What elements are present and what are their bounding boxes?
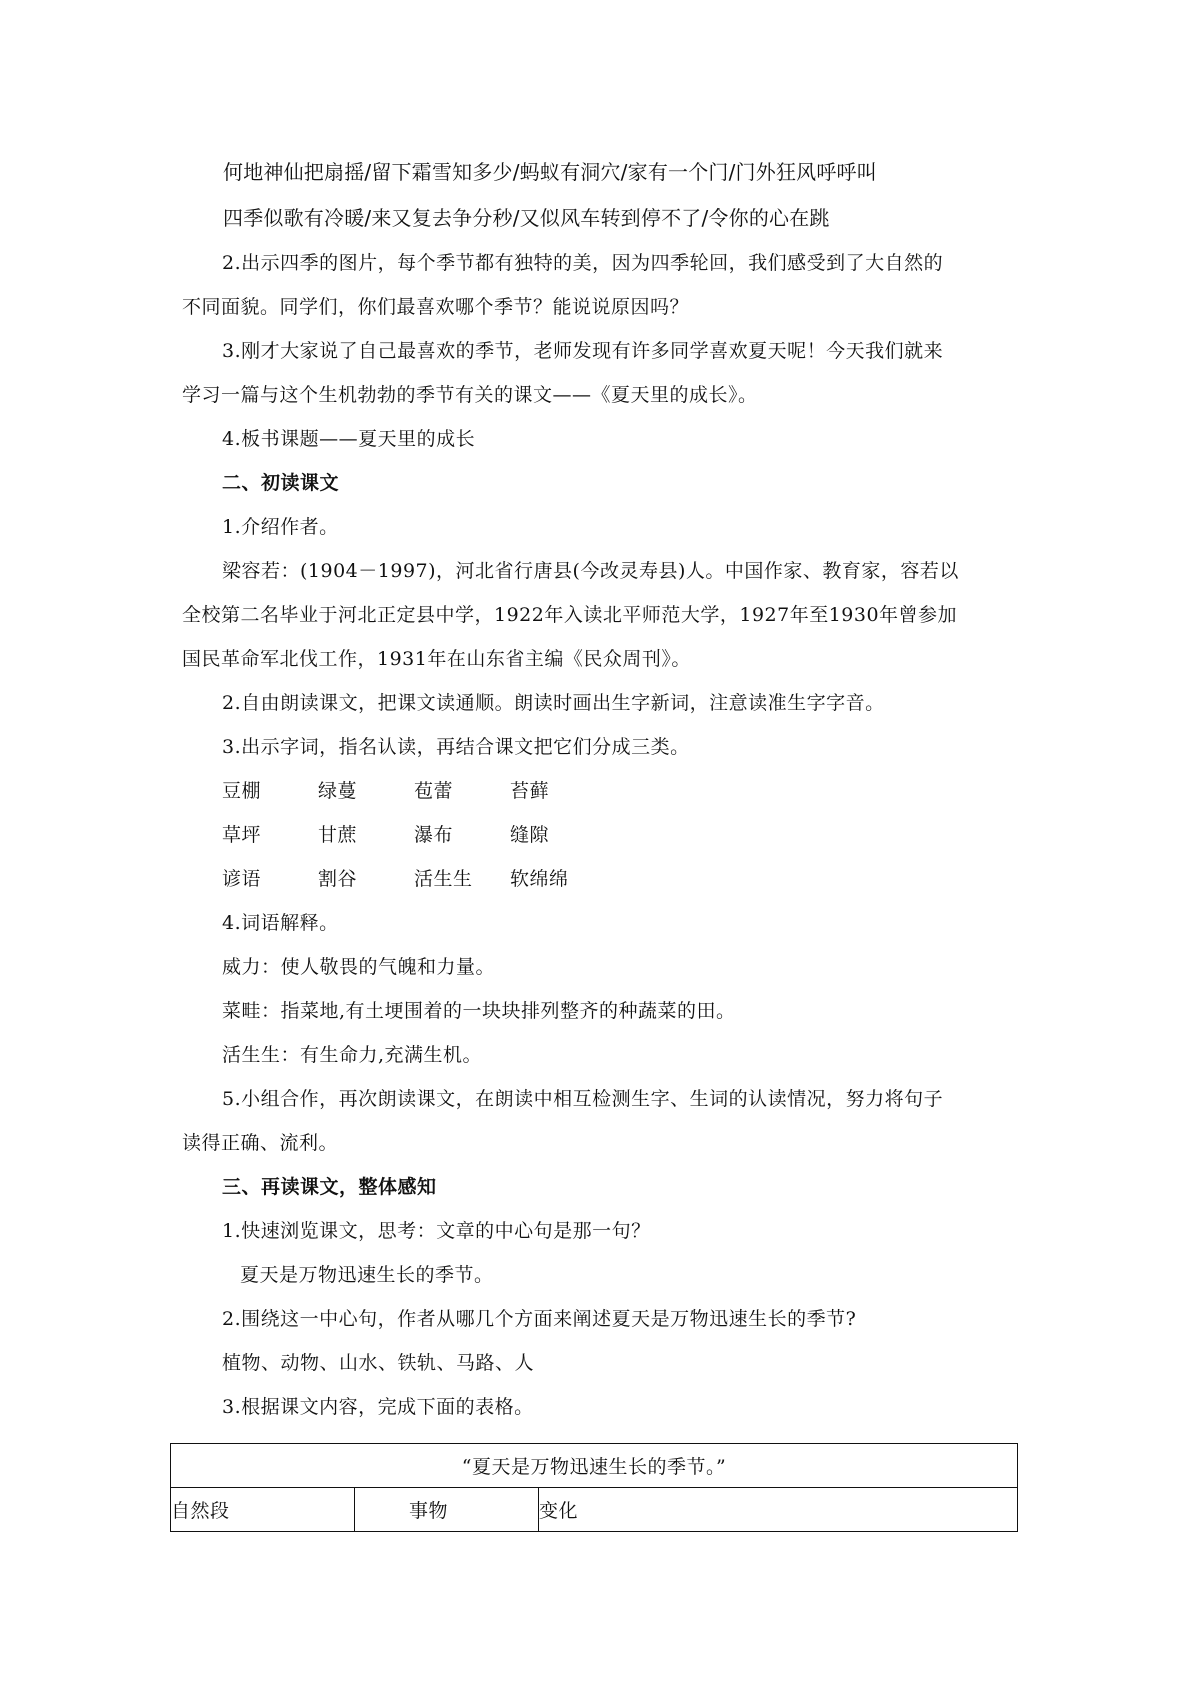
section-3-heading: 三、再读课文，整体感知 — [222, 1176, 437, 1198]
section-2-heading: 二、初读课文 — [222, 472, 340, 494]
intro-item-2-line-1: 2.出示四季的图片，每个季节都有独特的美，因为四季轮回，我们感受到了大自然的 — [222, 252, 944, 274]
intro-item-3-line-2: 学习一篇与这个生机勃勃的季节有关的课文——《夏天里的成长》。 — [182, 384, 758, 406]
section-3-item-2: 2.围绕这一中心句，作者从哪几个方面来阐述夏天是万物迅速生长的季节? — [222, 1308, 857, 1330]
riddle-line-2: 四季似歌有冷暖/来又复去争分秒/又似风车转到停不了/令你的心在跳 — [223, 206, 830, 230]
word-item: 瀑布 — [414, 824, 454, 846]
word-item: 草坪 — [222, 824, 262, 846]
definition-2: 菜畦：指菜地,有土埂围着的一块块排列整齐的种蔬菜的田。 — [222, 1000, 736, 1022]
author-bio-line-1: 梁容若：(1904－1997)，河北省行唐县(今改灵寿县)人。中国作家、教育家，容若以 — [222, 560, 959, 582]
section-3-answer-1: 夏天是万物迅速生长的季节。 — [240, 1264, 494, 1286]
table-header-thing-label: 事物 — [409, 1500, 449, 1522]
author-bio-line-3: 国民革命军北伐工作，1931年在山东省主编《民众周刊》。 — [182, 648, 691, 670]
section-3-item-1: 1.快速浏览课文，思考：文章的中心句是那一句？ — [222, 1220, 651, 1242]
word-item: 软绵绵 — [510, 868, 569, 890]
riddle-line-1: 何地神仙把扇摇/留下霜雪知多少/蚂蚁有洞穴/家有一个门/门外狂风呼呼叫 — [223, 160, 877, 184]
section-2-item-2: 2.自由朗读课文，把课文读通顺。朗读时画出生字新词，注意读准生字字音。 — [222, 692, 885, 714]
table-caption: “夏天是万物迅速生长的季节。” — [171, 1444, 1018, 1488]
word-item: 割谷 — [318, 868, 358, 890]
section-2-item-3: 3.出示字词，指名认读，再结合课文把它们分成三类。 — [222, 736, 690, 758]
word-item: 豆棚 — [222, 780, 262, 802]
table-header-change: 变化 — [539, 1488, 1018, 1532]
word-item: 苔藓 — [510, 780, 550, 802]
intro-item-2-line-2: 不同面貌。同学们，你们最喜欢哪个季节？能说说原因吗？ — [182, 296, 690, 318]
word-item: 绿蔓 — [318, 780, 358, 802]
word-item: 谚语 — [222, 868, 262, 890]
word-item: 苞蕾 — [414, 780, 454, 802]
summary-table — [170, 1443, 1018, 1532]
section-2-item-5-line-1: 5.小组合作，再次朗读课文，在朗读中相互检测生字、生词的认读情况，努力将句子 — [222, 1088, 944, 1110]
section-2-item-1: 1.介绍作者。 — [222, 516, 339, 538]
intro-item-3-line-1: 3.刚才大家说了自己最喜欢的季节，老师发现有许多同学喜欢夏天呢！今天我们就来 — [222, 340, 944, 362]
table-caption-row — [171, 1444, 1018, 1488]
definition-3: 活生生：有生命力,充满生机。 — [222, 1044, 483, 1066]
table-header-paragraph: 自然段 — [171, 1488, 355, 1532]
section-2-item-4: 4.词语解释。 — [222, 912, 339, 934]
word-item: 甘蔗 — [318, 824, 358, 846]
section-3-item-3: 3.根据课文内容，完成下面的表格。 — [222, 1396, 534, 1418]
section-3-answer-2: 植物、动物、山水、铁轨、马路、人 — [222, 1352, 535, 1374]
definition-1: 威力：使人敬畏的气魄和力量。 — [222, 956, 496, 978]
table-header-row — [171, 1488, 1018, 1532]
intro-item-4: 4.板书课题——夏天里的成长 — [222, 428, 476, 450]
author-bio-line-2: 全校第二名毕业于河北正定县中学，1922年入读北平师范大学，1927年至1930年曾参加 — [182, 604, 958, 626]
word-item: 活生生 — [414, 868, 473, 890]
word-item: 缝隙 — [510, 824, 550, 846]
table-header-thing — [355, 1488, 539, 1532]
section-2-item-5-line-2: 读得正确、流利。 — [182, 1132, 339, 1154]
